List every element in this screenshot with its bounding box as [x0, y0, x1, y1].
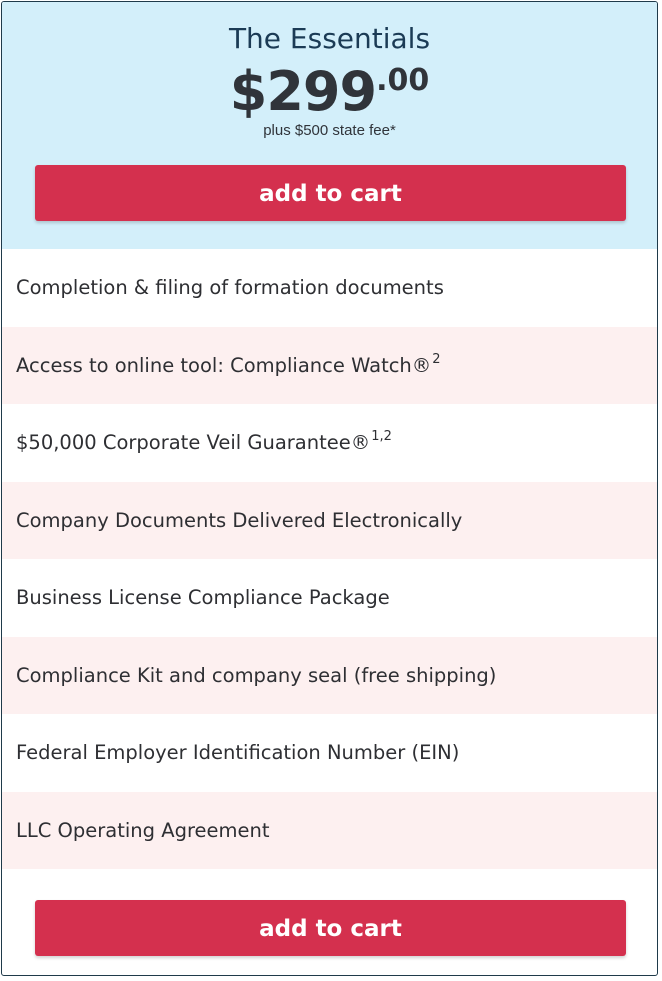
feature-text: Completion & filing of formation documents — [16, 276, 444, 299]
feature-text: Compliance Kit and company seal (free shipping) — [16, 663, 497, 687]
plan-price — [2, 60, 657, 123]
feature-row-business-license — [2, 559, 657, 637]
feature-text: LLC Operating Agreement — [16, 818, 270, 842]
feature-footnote: 1,2 — [371, 429, 392, 444]
feature-row-formation-docs — [2, 249, 657, 327]
feature-text: Company Documents Delivered Electronically — [16, 508, 463, 532]
feature-text: $50,000 Corporate Veil Guarantee® — [16, 431, 371, 454]
feature-row-compliance-kit — [2, 637, 657, 715]
feature-row-operating-agreement — [2, 792, 657, 870]
state-fee-note: plus $500 state fee* — [263, 122, 396, 139]
feature-list — [2, 249, 657, 869]
plan-title: The Essentials — [228, 22, 431, 55]
feature-text: Business License Compliance Package — [16, 586, 390, 609]
price-cents: .00 — [376, 63, 430, 98]
pricing-card — [1, 1, 658, 976]
add-to-cart-button-bottom[interactable]: add to cart — [35, 900, 626, 956]
feature-text: Federal Employer Identification Number (EIN) — [16, 741, 460, 764]
feature-text: Access to online tool: Compliance Watch® — [16, 353, 432, 377]
feature-row-electronic-docs — [2, 482, 657, 560]
feature-row-compliance-watch — [2, 327, 657, 405]
pricing-header — [2, 2, 657, 249]
feature-row-veil-guarantee — [2, 404, 657, 482]
feature-footnote: 2 — [432, 351, 441, 367]
add-to-cart-button-top[interactable]: add to cart — [35, 165, 626, 221]
feature-row-ein — [2, 714, 657, 792]
price-dollars: $299 — [229, 60, 377, 123]
